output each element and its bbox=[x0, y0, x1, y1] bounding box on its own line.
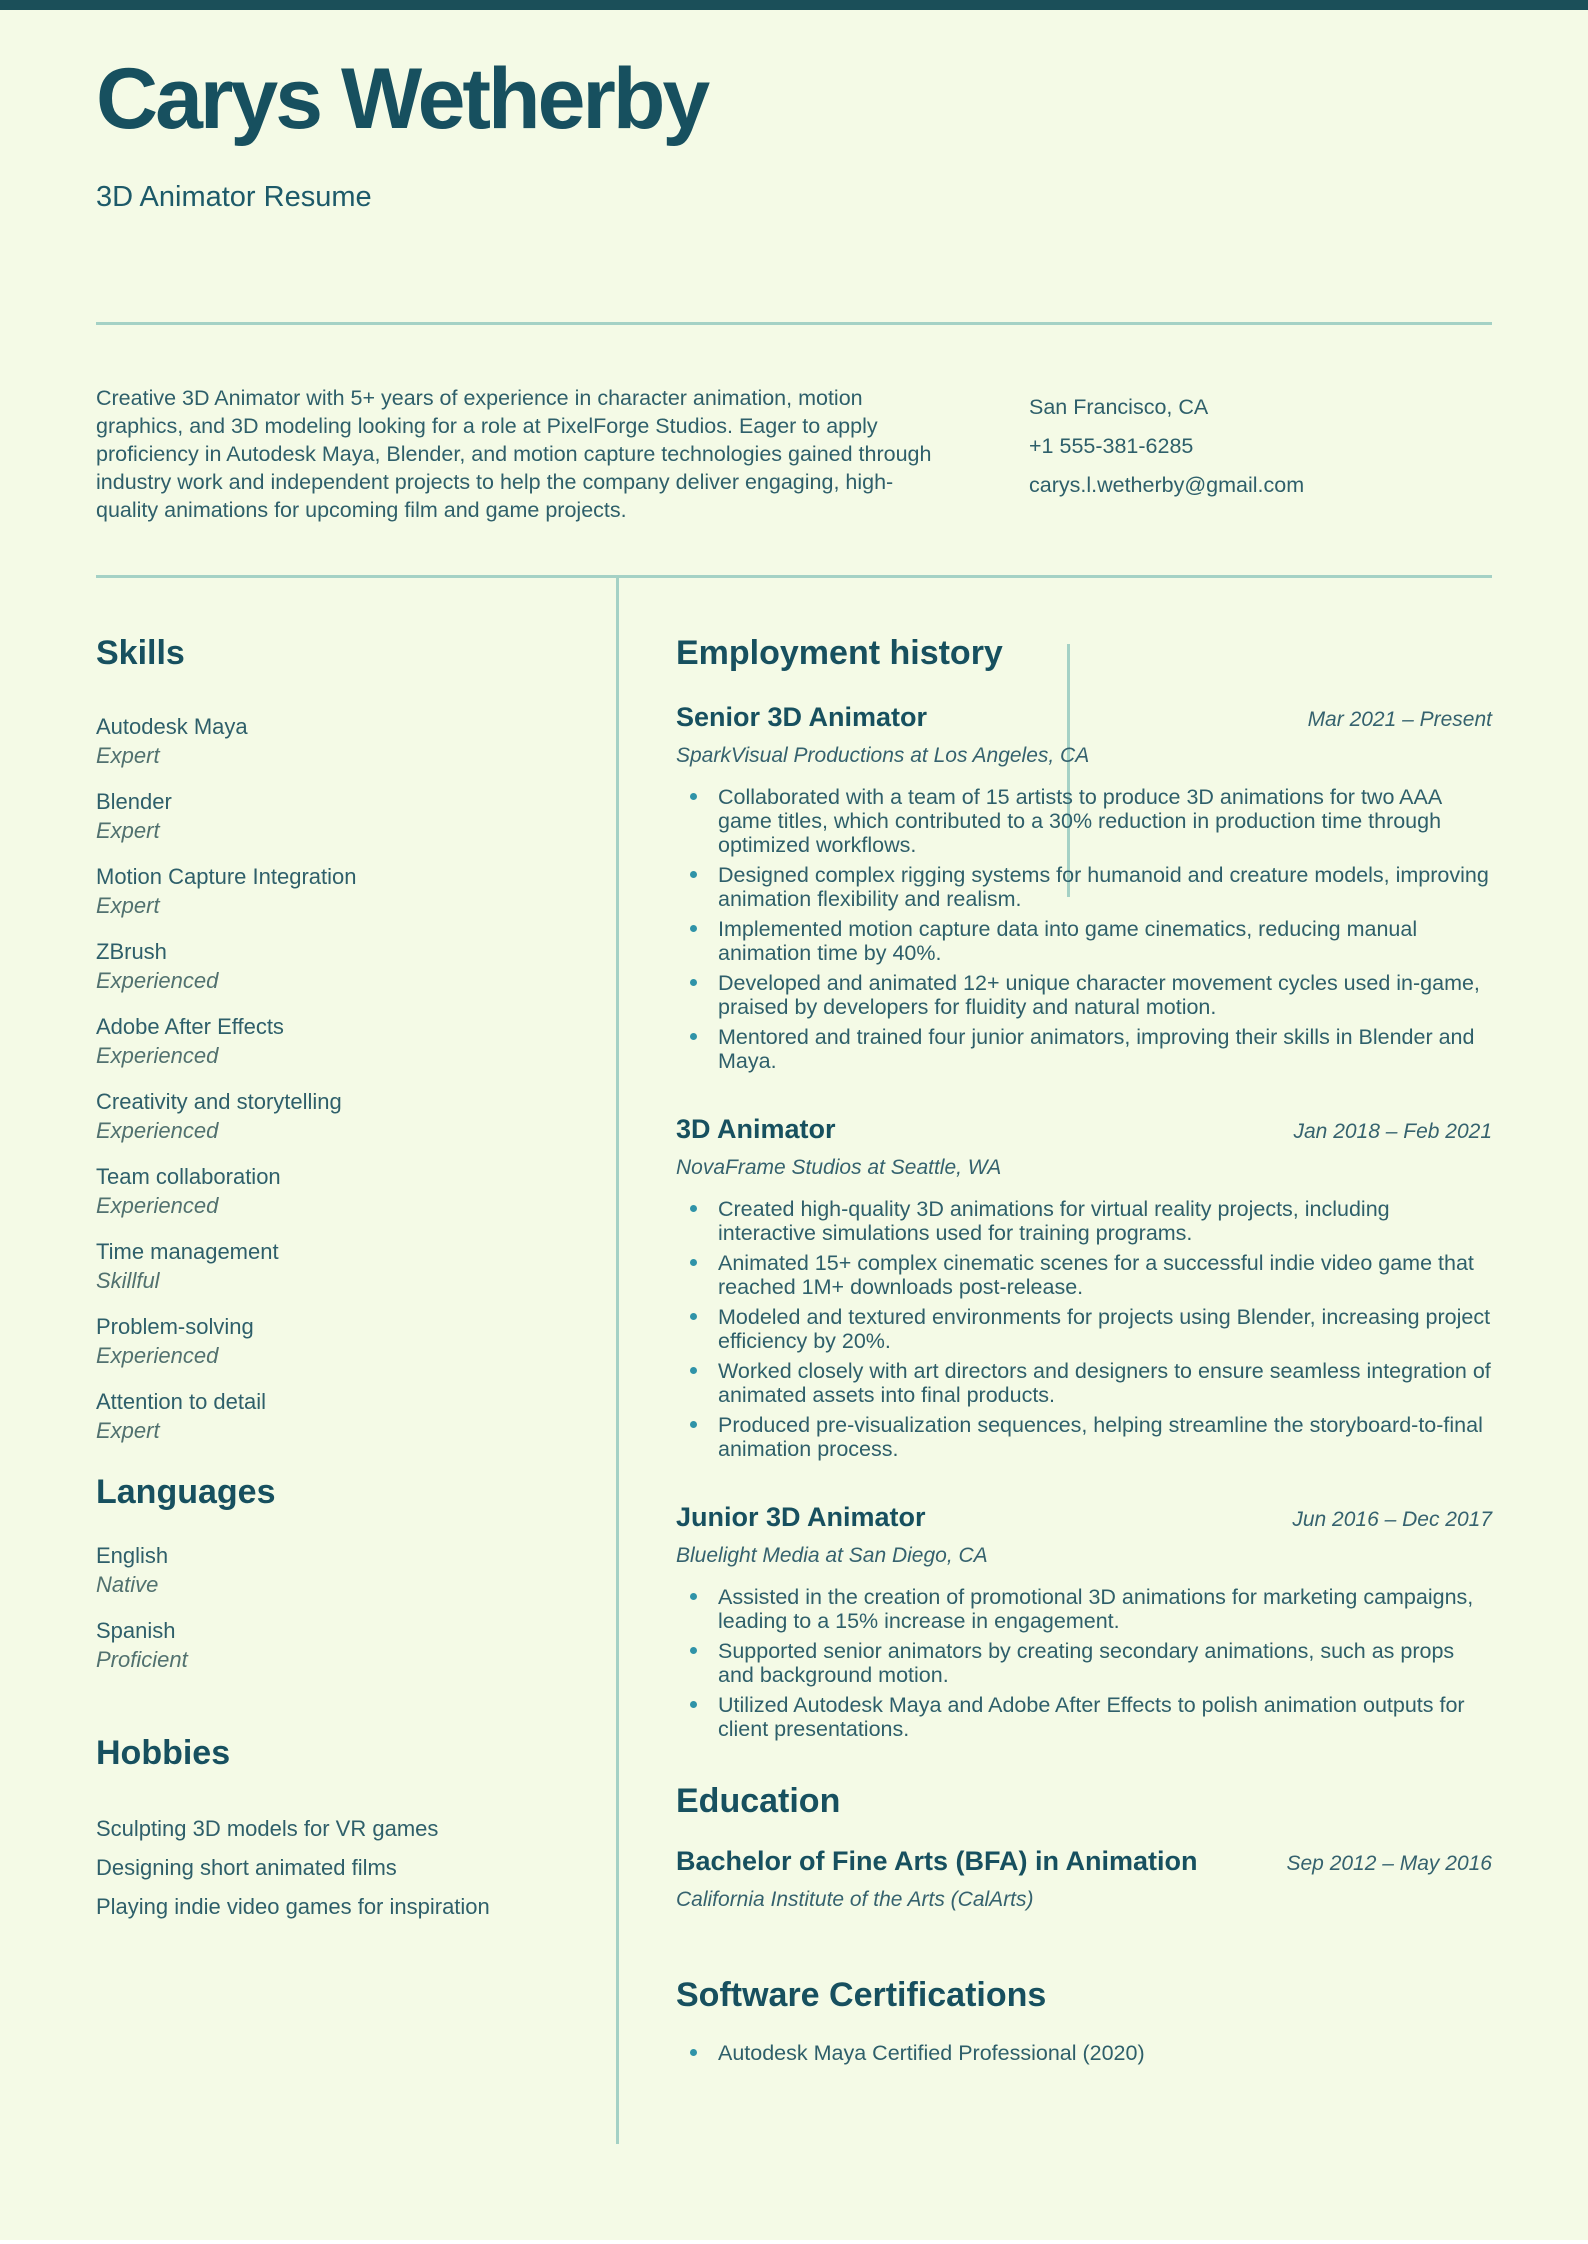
job-bullet: Mentored and trained four junior animators, improving their skills in Blender and Maya. bbox=[676, 1025, 1492, 1073]
skill-name: Adobe After Effects bbox=[96, 1014, 284, 1039]
skill-level: Experienced bbox=[96, 1343, 219, 1368]
language-level: Native bbox=[96, 1572, 159, 1597]
employment-heading: Employment history bbox=[676, 634, 1003, 672]
skill-item bbox=[96, 863, 560, 919]
job-bullet: Animated 15+ complex cinematic scenes for a successful indie video game that reached 1M+ downloads post-release. bbox=[676, 1251, 1492, 1299]
skill-item bbox=[96, 788, 560, 844]
contact-phone: +1 555-381-6285 bbox=[1029, 434, 1194, 458]
page-subtitle: 3D Animator Resume bbox=[96, 181, 372, 213]
job-header bbox=[676, 701, 1492, 733]
hobbies-heading: Hobbies bbox=[96, 1734, 231, 1772]
job-bullet-list bbox=[676, 1585, 1492, 1741]
language-item bbox=[96, 1542, 560, 1598]
employment-section bbox=[676, 633, 1492, 1741]
contact-location: San Francisco, CA bbox=[1029, 395, 1209, 419]
skill-item bbox=[96, 713, 560, 769]
skill-level: Experienced bbox=[96, 1193, 219, 1218]
education-section bbox=[676, 1781, 1492, 1913]
hobby-item: Playing indie video games for inspiration bbox=[96, 1894, 490, 1919]
contact-email: carys.l.wetherby@gmail.com bbox=[1029, 473, 1305, 497]
skill-item bbox=[96, 1388, 560, 1444]
skills-section bbox=[96, 633, 560, 1444]
skills-heading: Skills bbox=[96, 634, 185, 672]
job-bullet: Created high-quality 3D animations for virtual reality projects, including interactive simulations used for training programs. bbox=[676, 1197, 1492, 1245]
skill-level: Experienced bbox=[96, 1043, 219, 1068]
skill-item bbox=[96, 1013, 560, 1069]
page-bottom-edge bbox=[0, 2240, 1588, 2244]
job-dates: Jun 2016 – Dec 2017 bbox=[1292, 1508, 1492, 1531]
job-company: SparkVisual Productions at Los Angeles, CA bbox=[676, 744, 1090, 767]
job-dates: Mar 2021 – Present bbox=[1307, 708, 1492, 731]
left-column bbox=[96, 575, 560, 1926]
skill-name: Creativity and storytelling bbox=[96, 1089, 342, 1114]
top-accent-bar bbox=[0, 0, 1588, 10]
skill-name: Motion Capture Integration bbox=[96, 864, 357, 889]
job-bullet: Supported senior animators by creating secondary animations, such as props and background motion. bbox=[676, 1639, 1492, 1687]
skill-level: Expert bbox=[96, 818, 160, 843]
column-divider bbox=[616, 577, 619, 2144]
job-entry bbox=[676, 701, 1492, 1073]
profile-summary: Creative 3D Animator with 5+ years of experience in character animation, motion graphics, and 3D modeling looking for a role at PixelForge Studios. Eager to apply proficiency in Autodesk Maya, Blender, and motion capture technologies gained through industry work and independent projects to help the company deliver engaging, high-quality animations for upcoming film and game projects. bbox=[96, 386, 932, 522]
languages-heading: Languages bbox=[96, 1473, 276, 1511]
certifications-section bbox=[676, 1975, 1492, 2065]
hobby-item: Sculpting 3D models for VR games bbox=[96, 1816, 439, 1841]
certification-item: Autodesk Maya Certified Professional (2020) bbox=[676, 2041, 1492, 2065]
job-dates: Jan 2018 – Feb 2021 bbox=[1293, 1120, 1492, 1143]
skill-item bbox=[96, 1163, 560, 1219]
skill-name: Blender bbox=[96, 789, 172, 814]
job-entry bbox=[676, 1113, 1492, 1461]
education-dates: Sep 2012 – May 2016 bbox=[1286, 1852, 1492, 1875]
skill-item bbox=[96, 1088, 560, 1144]
job-header bbox=[676, 1113, 1492, 1145]
skill-item bbox=[96, 938, 560, 994]
job-title: 3D Animator bbox=[676, 1114, 836, 1144]
language-item bbox=[96, 1617, 560, 1673]
job-bullet: Implemented motion capture data into game cinematics, reducing manual animation time by 40%. bbox=[676, 917, 1492, 965]
language-name: Spanish bbox=[96, 1618, 176, 1643]
language-name: English bbox=[96, 1543, 169, 1568]
skill-level: Experienced bbox=[96, 1118, 219, 1143]
page-title: Carys Wetherby bbox=[96, 51, 708, 147]
resume-header bbox=[96, 52, 1492, 214]
job-bullet: Assisted in the creation of promotional 3D animations for marketing campaigns, leading to a 15% increase in engagement. bbox=[676, 1585, 1492, 1633]
skill-name: ZBrush bbox=[96, 939, 167, 964]
job-bullet: Designed complex rigging systems for humanoid and creature models, improving animation flexibility and realism. bbox=[676, 863, 1492, 911]
job-company: NovaFrame Studios at Seattle, WA bbox=[676, 1156, 1002, 1179]
contact-block bbox=[1029, 394, 1489, 511]
language-level: Proficient bbox=[96, 1647, 188, 1672]
job-title: Senior 3D Animator bbox=[676, 702, 928, 732]
certification-list bbox=[676, 2041, 1492, 2065]
job-company: Bluelight Media at San Diego, CA bbox=[676, 1544, 988, 1567]
job-bullet: Modeled and textured environments for projects using Blender, increasing project efficiency by 20%. bbox=[676, 1305, 1492, 1353]
job-header bbox=[676, 1501, 1492, 1533]
skill-level: Skillful bbox=[96, 1268, 160, 1293]
summary-section bbox=[96, 322, 1492, 575]
skill-level: Expert bbox=[96, 893, 160, 918]
skill-item bbox=[96, 1238, 560, 1294]
education-heading: Education bbox=[676, 1782, 841, 1820]
right-column bbox=[676, 575, 1492, 2071]
languages-section bbox=[96, 1472, 560, 1673]
education-header bbox=[676, 1845, 1492, 1877]
skill-item bbox=[96, 1313, 560, 1369]
skill-name: Team collaboration bbox=[96, 1164, 281, 1189]
job-entry bbox=[676, 1501, 1492, 1741]
skill-level: Expert bbox=[96, 1418, 160, 1443]
job-bullet-list bbox=[676, 1197, 1492, 1461]
job-bullet: Collaborated with a team of 15 artists to produce 3D animations for two AAA game titles, which contributed to a 30% reduction in production time through optimized workflows. bbox=[676, 785, 1492, 857]
job-title: Junior 3D Animator bbox=[676, 1502, 926, 1532]
education-degree: Bachelor of Fine Arts (BFA) in Animation bbox=[676, 1846, 1198, 1876]
job-bullet: Produced pre-visualization sequences, helping streamline the storyboard-to-final animation process. bbox=[676, 1413, 1492, 1461]
skill-name: Problem-solving bbox=[96, 1314, 254, 1339]
hobbies-section bbox=[96, 1733, 560, 1926]
job-bullet: Utilized Autodesk Maya and Adobe After Effects to polish animation outputs for client presentations. bbox=[676, 1693, 1492, 1741]
skill-name: Autodesk Maya bbox=[96, 714, 248, 739]
skill-name: Attention to detail bbox=[96, 1389, 267, 1414]
job-bullet-list bbox=[676, 785, 1492, 1073]
skill-level: Expert bbox=[96, 743, 160, 768]
job-bullet: Worked closely with art directors and designers to ensure seamless integration of animated assets into final products. bbox=[676, 1359, 1492, 1407]
certifications-heading: Software Certifications bbox=[676, 1976, 1047, 2014]
job-bullet: Developed and animated 12+ unique character movement cycles used in-game, praised by developers for fluidity and natural motion. bbox=[676, 971, 1492, 1019]
education-school: California Institute of the Arts (CalArts) bbox=[676, 1888, 1034, 1911]
skill-level: Experienced bbox=[96, 968, 219, 993]
hobby-item: Designing short animated films bbox=[96, 1855, 397, 1880]
skill-name: Time management bbox=[96, 1239, 279, 1264]
